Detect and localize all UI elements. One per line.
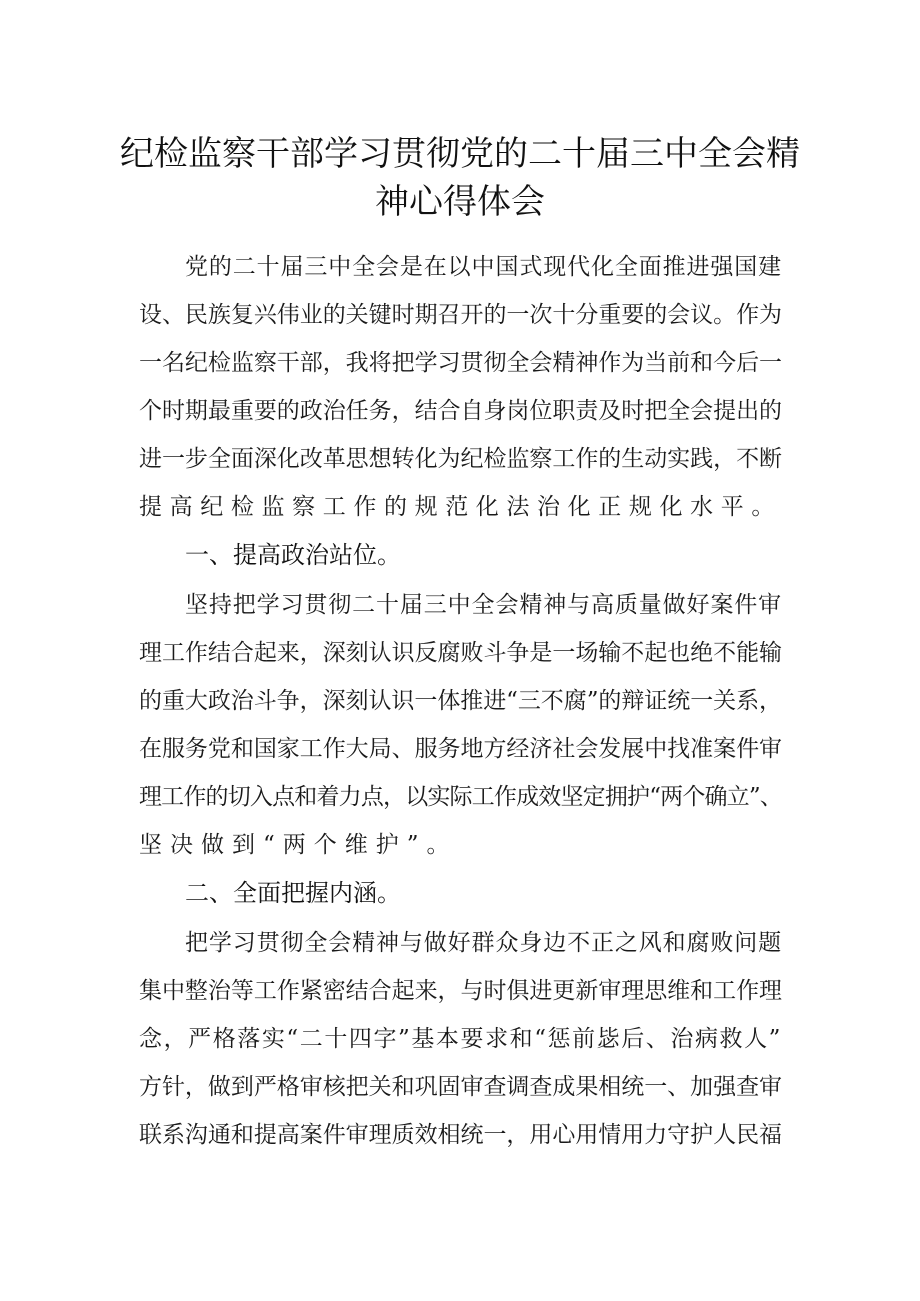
intro-paragraph-line: 进一步全面深化改革思想转化为纪检监察工作的生动实践，不断 [139, 446, 783, 472]
document-title-line-1: 纪检监察干部学习贯彻党的二十届三中全会精 [120, 134, 800, 174]
intro-paragraph-line: 一名纪检监察干部，我将把学习贯彻全会精神作为当前和今后一 [139, 350, 783, 376]
section-1-line: 在服务党和国家工作大局、服务地方经济社会发展中找准案件审 [139, 736, 783, 762]
section-1-line: 的重大政治斗争，深刻认识一体推进“三不腐”的辩证统一关系， [139, 688, 782, 714]
section-1-heading: 一、提高政治站位。 [185, 541, 401, 569]
section-2-line: 方针，做到严格审核把关和巩固审查调查成果相统一、加强查审 [139, 1074, 783, 1100]
section-2-line: 联系沟通和提高案件审理质效相统一，用心用情用力守护人民福 [139, 1122, 783, 1148]
section-2-heading: 二、全面把握内涵。 [185, 879, 401, 907]
section-2-line: 把学习贯彻全会精神与做好群众身边不正之风和腐败问题 [185, 930, 782, 956]
document-title-line-2: 神心得体会 [375, 182, 545, 222]
section-1-line: 坚持把学习贯彻二十届三中全会精神与高质量做好案件审 [185, 592, 782, 618]
intro-paragraph-line: 个时期最重要的政治任务，结合自身岗位职责及时把全会提出的 [139, 398, 783, 424]
section-1-line: 理工作结合起来，深刻认识反腐败斗争是一场输不起也绝不能输 [139, 640, 783, 666]
section-2-line: 集中整治等工作紧密结合起来，与时俱进更新审理思维和工作理 [139, 978, 783, 1004]
section-1-line: 坚决做到“两个维护”。 [139, 832, 458, 858]
intro-paragraph-line: 提高纪检监察工作的规范化法治化正规化水平。 [139, 494, 782, 520]
section-2-line: 念，严格落实“二十四字”基本要求和“惩前毖后、治病救人” [139, 1026, 782, 1052]
intro-paragraph-line: 设、民族复兴伟业的关键时期召开的一次十分重要的会议。作为 [139, 302, 783, 328]
section-1-line: 理工作的切入点和着力点，以实际工作成效坚定拥护“两个确立”、 [139, 784, 782, 810]
intro-paragraph-line: 党的二十届三中全会是在以中国式现代化全面推进强国建 [185, 254, 782, 280]
